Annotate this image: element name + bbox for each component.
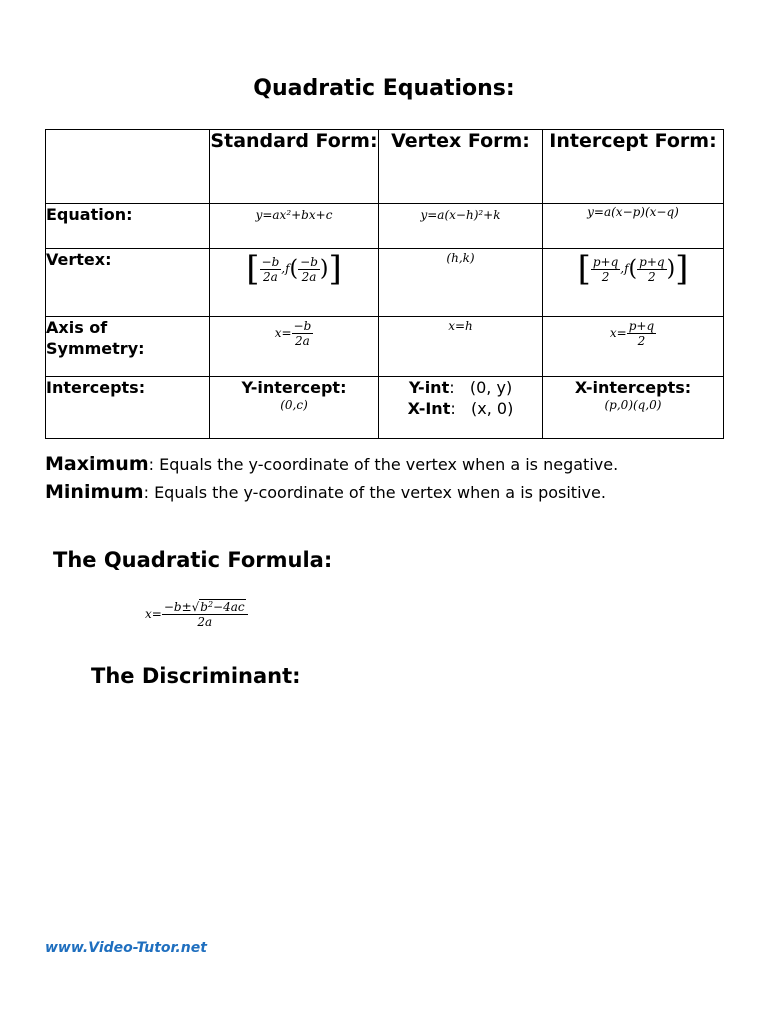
quadratic-formula-heading: The Quadratic Formula: — [53, 548, 333, 572]
header-standard-form: Standard Form: — [210, 130, 379, 204]
intercept-form-vertex: [ $\frac{p+q}{2}$ ,f( $\frac{p+q}{2}$ )] — [543, 249, 724, 317]
discriminant-heading: The Discriminant: — [91, 664, 301, 688]
table-row-vertex — [46, 249, 724, 317]
intercept-form-equation: y=a(x−p)(x−q) — [543, 204, 724, 249]
standard-form-axis: x= $\frac{-b}{2a}$ — [210, 317, 379, 377]
header-vertex-form: Vertex Form: — [379, 130, 543, 204]
vertex-form-equation: y=a(x−h)²+k — [379, 204, 543, 249]
table-row-equation — [46, 204, 724, 249]
maximum-term: Maximum — [45, 453, 149, 475]
x-int-label: X-Int — [407, 399, 451, 418]
y-int-value: (0, y) — [469, 378, 513, 397]
vertex-form-intercepts: Y-int: (0, y) X-Int: (x, 0) — [379, 377, 543, 439]
x-int-value: (x, 0) — [471, 399, 514, 418]
header-empty-cell — [46, 130, 210, 204]
minimum-text: : Equals the y-coordinate of the vertex when a is positive. — [143, 483, 606, 502]
quadratic-forms-table — [45, 129, 724, 439]
table-header-row — [46, 130, 724, 204]
x-intercepts-label: X-intercepts: — [574, 378, 692, 397]
y-intercept-label: Y-intercept: — [241, 378, 347, 397]
intercept-form-intercepts — [543, 377, 724, 439]
vertex-form-vertex: (h,k) — [379, 249, 543, 317]
y-intercept-value: (0,c) — [280, 398, 308, 412]
standard-form-equation: y=ax²+bx+c — [210, 204, 379, 249]
minimum-line — [45, 481, 606, 503]
standard-form-vertex: [ $\frac{-b}{2a}$ ,f( $\frac{-b}{2a}$ )] — [210, 249, 379, 317]
standard-form-intercepts — [210, 377, 379, 439]
page-title: Quadratic Equations: — [253, 76, 515, 101]
quadratic-formula: x= $\frac{-b\pm√b^2-4ac}{2a}$ — [145, 600, 248, 629]
row-label-axis: Axis of Symmetry: — [46, 317, 210, 377]
header-intercept-form: Intercept Form: — [543, 130, 724, 204]
x-intercepts-value: (p,0)(q,0) — [604, 398, 662, 412]
row-label-intercepts: Intercepts: — [46, 377, 210, 439]
table-row-axis — [46, 317, 724, 377]
footer-link[interactable]: www.Video-Tutor.net — [45, 940, 207, 956]
table-row-intercepts — [46, 377, 724, 439]
vertex-form-axis: x=h — [379, 317, 543, 377]
maximum-text: : Equals the y-coordinate of the vertex when a is negative. — [148, 455, 619, 474]
minimum-term: Minimum — [45, 481, 144, 503]
intercept-form-axis: x= $\frac{p+q}{2}$ — [543, 317, 724, 377]
row-label-vertex: Vertex: — [46, 249, 210, 317]
y-int-label: Y-int — [408, 378, 450, 397]
maximum-line — [45, 453, 618, 475]
row-label-equation: Equation: — [46, 204, 210, 249]
